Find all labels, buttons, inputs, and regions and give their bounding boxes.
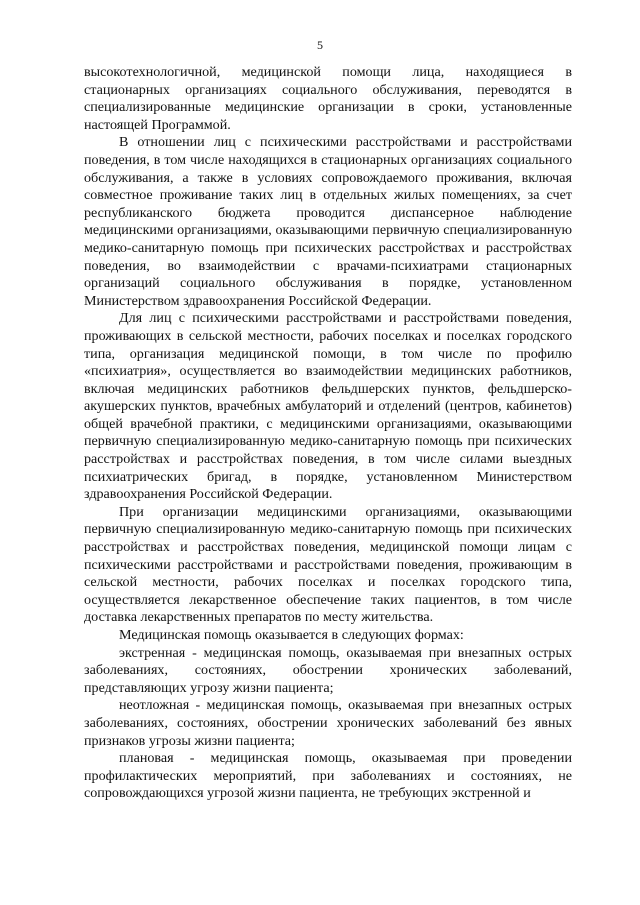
list-item-emergency: экстренная - медицинская помощь, оказываемая при внезапных острых заболеваниях, состояниях, обострении хронических заболеваний, представляющих угрозу жизни пациента;	[84, 644, 572, 696]
paragraph-rural-care: Для лиц с психическими расстройствами и расстройствами поведения, проживающих в сельской местности, рабочих поселках и поселках городского типа, организация медицинской помощи, в том числе по профилю «психиатрия», осуществляется во взаимодействии медицинских работников, включая медицинских работников фельдшерских пунктов, фельдшерско-акушерских пунктов, врачебных амбулаторий и отделений (центров, кабинетов) общей врачебной практики, с медицинскими организациями, оказывающими первичную специализированную медико-санитарную помощь при психических расстройствах и расстройствах поведения, в том числе силами выездных психиатрических бригад, в порядке, установленном Министерством здравоохранения Российской Федерации.	[84, 310, 572, 503]
list-item-planned: плановая - медицинская помощь, оказываемая при проведении профилактических мероприятий, при заболеваниях и состояниях, не сопровождающихся угрозой жизни пациента, не требующих экстренной и	[84, 750, 572, 802]
paragraph-drug-provision: При организации медицинскими организациями, оказывающими первичную специализированную медико-санитарную помощь при психических расстройствах и расстройствах поведения, медицинской помощи лицам с психическими расстройствами и расстройствами поведения, проживающим в сельской местности, рабочих поселках и поселках городского типа, осуществляется лекарственное обеспечение таких пациентов, в том числе доставка лекарственных препаратов по месту жительства.	[84, 503, 572, 626]
list-item-urgent: неотложная - медицинская помощь, оказываемая при внезапных острых заболеваниях, состояниях, обострении хронических заболеваний без явных признаков угрозы жизни пациента;	[84, 697, 572, 749]
page-number: 5	[317, 38, 323, 52]
paragraph-continuation: высокотехнологичной, медицинской помощи лица, находящиеся в стационарных организациях социального обслуживания, переводятся в специализированные медицинские организации в сроки, установленные настоящей Программой.	[84, 64, 572, 133]
document-body	[84, 64, 572, 803]
paragraph-care-forms-intro: Медицинская помощь оказывается в следующих формах:	[119, 627, 464, 643]
paragraph-dispensary-observation: В отношении лиц с психическими расстройствами и расстройствами поведения, в том числе находящихся в стационарных организациях социального обслуживания, а также в условиях сопровождаемого проживания, включая совместное проживание таких лиц в отдельных жилых помещениях, за счет республиканского бюджета проводится диспансерное наблюдение медицинскими организациями, оказывающими первичную специализированную медико-санитарную помощь при психических расстройствах и расстройствах поведения, во взаимодействии с врачами-психиатрами стационарных организаций социального обслуживания в порядке, установленном Министерством здравоохранения Российской Федерации.	[84, 134, 572, 309]
